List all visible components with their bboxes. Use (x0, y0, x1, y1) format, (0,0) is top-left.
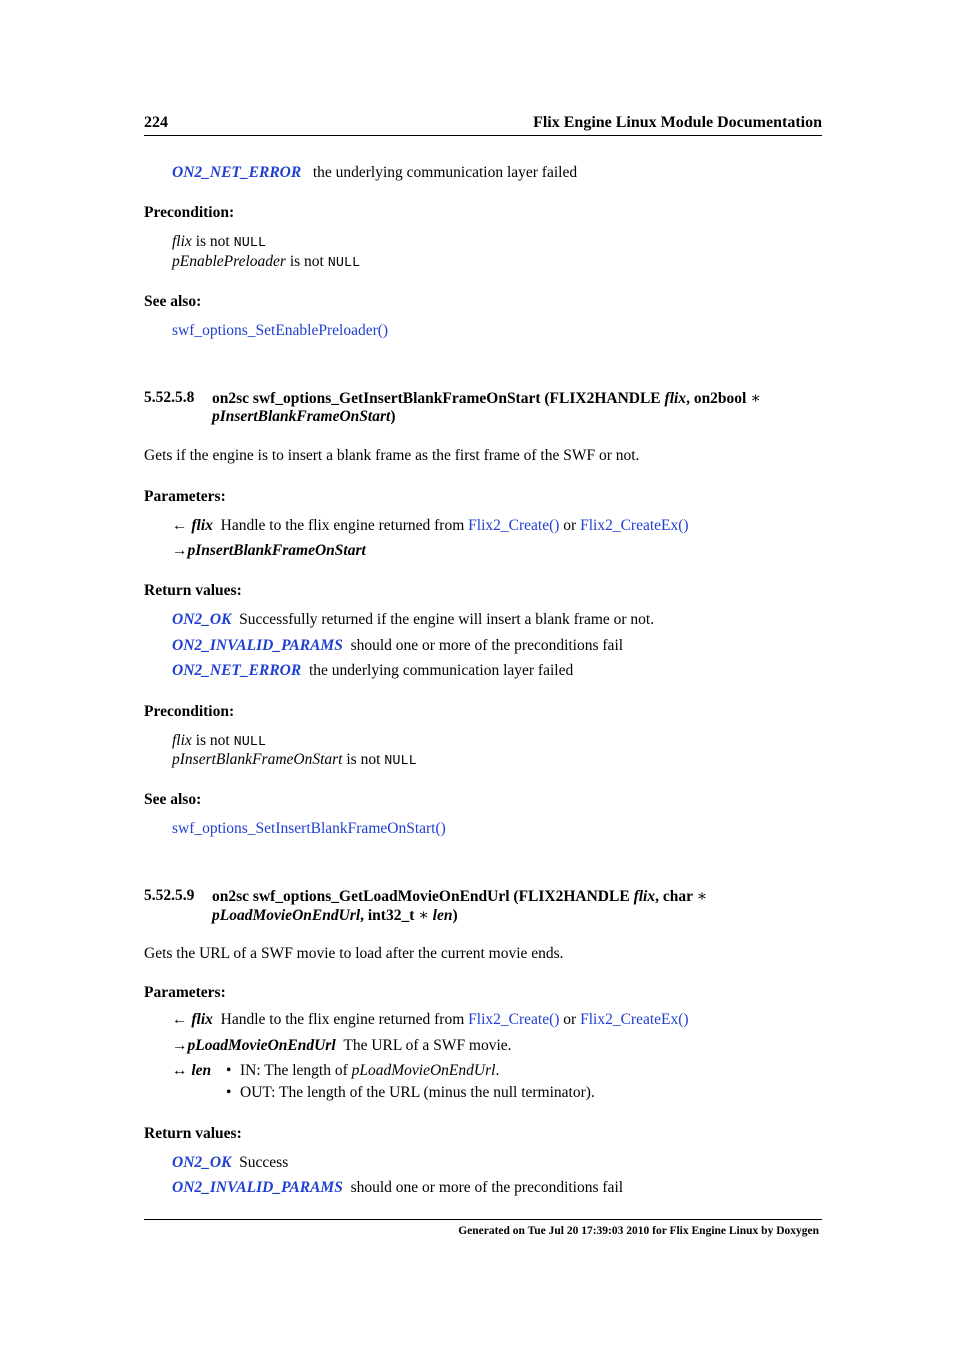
null-value: NULL (233, 735, 266, 750)
footer-text: Generated on Tue Jul 20 17:39:03 2010 for Flix Engine Linux by Doxygen (458, 1225, 819, 1237)
param-or: or (559, 1011, 581, 1028)
function-signature (212, 389, 761, 408)
sig-text: on2sc swf_options_GetInsertBlankFrameOnStart (FLIX2HANDLE (212, 390, 665, 407)
param-desc: Handle to the flix engine returned from (220, 517, 469, 534)
flix2-createex-link[interactable]: Flix2_CreateEx() (580, 1011, 689, 1028)
retvals-heading: Return values: (144, 582, 242, 599)
sig-close: ) (390, 408, 396, 425)
footer-rule (144, 1219, 822, 1220)
param-name: pLoadMovieOnEndUrl (187, 1037, 336, 1054)
retval-desc: should one or more of the preconditions fail (350, 1179, 624, 1196)
param-name: flix (172, 732, 192, 749)
flix2-create-link[interactable]: Flix2_Create() (468, 517, 560, 534)
section-description: Gets if the engine is to insert a blank frame as the first frame of the SWF or not. (144, 447, 640, 464)
retval-row (172, 164, 577, 182)
sig-text: on2sc swf_options_GetLoadMovieOnEndUrl (FLIX2HANDLE (212, 888, 634, 905)
param-name: len (191, 1062, 212, 1079)
sig-param: flix (664, 390, 687, 407)
pre-text: is not (191, 732, 234, 749)
out-arrow-icon: → (172, 1037, 188, 1054)
null-value: NULL (327, 256, 361, 271)
param-row (172, 1011, 689, 1029)
param-row (172, 517, 689, 535)
retval-row (172, 637, 623, 655)
param-name: flix (172, 233, 192, 250)
null-value: NULL (233, 236, 266, 251)
param-row (172, 1037, 512, 1055)
sig-text: , char (655, 888, 697, 905)
sig-param: pInsertBlankFrameOnStart (212, 408, 391, 425)
precondition-line (172, 233, 266, 251)
sig-param: pLoadMovieOnEndUrl (212, 907, 361, 924)
retval-invalid-params-link[interactable]: ON2_INVALID_PARAMS (172, 637, 343, 654)
bullet-param: pLoadMovieOnEndUrl (351, 1062, 496, 1079)
bullet-text: OUT: The length of the URL (minus the null terminator). (240, 1084, 595, 1101)
param-row (172, 542, 366, 560)
pre-text: is not (285, 253, 328, 270)
retval-invalid-params-link[interactable]: ON2_INVALID_PARAMS (172, 1179, 343, 1196)
function-signature (212, 887, 707, 906)
pre-text: is not (191, 233, 234, 250)
retval-ok-link[interactable]: ON2_OK (172, 611, 232, 628)
param-row (172, 1062, 211, 1080)
param-name: flix (191, 517, 213, 534)
bullet-item (226, 1084, 595, 1102)
retvals-heading: Return values: (144, 1125, 242, 1142)
retval-desc: the underlying communication layer failed (308, 662, 574, 679)
sig-star: ∗ (418, 907, 429, 924)
retval-desc: should one or more of the preconditions fail (350, 637, 624, 654)
section-number: 5.52.5.8 (144, 389, 195, 406)
param-name: flix (191, 1011, 213, 1028)
flix2-createex-link[interactable]: Flix2_CreateEx() (580, 517, 689, 534)
bullet-icon: • (226, 1062, 232, 1079)
sig-text: , int32_t (360, 907, 419, 924)
sig-star: ∗ (696, 888, 708, 905)
params-heading: Parameters: (144, 488, 226, 505)
retval-row (172, 662, 573, 680)
null-value: NULL (384, 754, 417, 769)
function-signature-cont (212, 906, 458, 925)
precondition-heading: Precondition: (144, 204, 235, 221)
retval-desc: Success (239, 1154, 289, 1171)
sig-param: len (432, 907, 453, 924)
function-signature-cont (212, 408, 395, 426)
bullet-text: IN: The length of (240, 1062, 352, 1079)
precondition-line (172, 732, 266, 750)
seealso-link[interactable]: swf_options_SetInsertBlankFrameOnStart() (172, 820, 446, 837)
section-description: Gets the URL of a SWF movie to load after the current movie ends. (144, 945, 564, 962)
flix2-create-link[interactable]: Flix2_Create() (468, 1011, 560, 1028)
retval-row (172, 1179, 623, 1197)
in-arrow-icon: ← (172, 517, 188, 534)
header-rule (144, 135, 822, 136)
precondition-heading: Precondition: (144, 703, 235, 720)
retval-net-error-link[interactable]: ON2_NET_ERROR (172, 662, 302, 679)
page-number: 224 (144, 114, 168, 131)
bullet-end: . (495, 1062, 500, 1079)
param-or: or (559, 517, 581, 534)
sig-star: ∗ (750, 390, 761, 407)
pre-text: is not (342, 751, 385, 768)
precondition-line (172, 253, 360, 271)
bullet-item (226, 1062, 499, 1080)
bullet-icon: • (226, 1084, 232, 1101)
inout-arrow-icon: ↔ (172, 1062, 188, 1079)
section-number: 5.52.5.9 (144, 887, 195, 904)
retval-row (172, 611, 654, 629)
sig-param: flix (633, 888, 656, 905)
params-heading: Parameters: (144, 984, 226, 1001)
retval-row (172, 1154, 288, 1172)
seealso-heading: See also: (144, 293, 202, 310)
retval-desc: the underlying communication layer failed (312, 164, 578, 181)
seealso-link[interactable]: swf_options_SetEnablePreloader() (172, 322, 389, 339)
param-desc: Handle to the flix engine returned from (220, 1011, 469, 1028)
sig-close: ) (452, 907, 458, 924)
retval-ok-link[interactable]: ON2_OK (172, 1154, 232, 1171)
retval-net-error-link[interactable]: ON2_NET_ERROR (172, 164, 302, 181)
retval-desc: Successfully returned if the engine will insert a blank frame or not. (239, 611, 655, 628)
precondition-line (172, 751, 417, 769)
sig-text: , on2bool (686, 390, 751, 407)
seealso-heading: See also: (144, 791, 202, 808)
out-arrow-icon: → (172, 542, 188, 559)
param-name: pInsertBlankFrameOnStart (172, 751, 343, 768)
param-name: pEnablePreloader (172, 253, 286, 270)
param-desc: The URL of a SWF movie. (343, 1037, 512, 1054)
param-name: pInsertBlankFrameOnStart (187, 542, 366, 559)
in-arrow-icon: ← (172, 1011, 188, 1028)
doc-title: Flix Engine Linux Module Documentation (533, 114, 822, 131)
